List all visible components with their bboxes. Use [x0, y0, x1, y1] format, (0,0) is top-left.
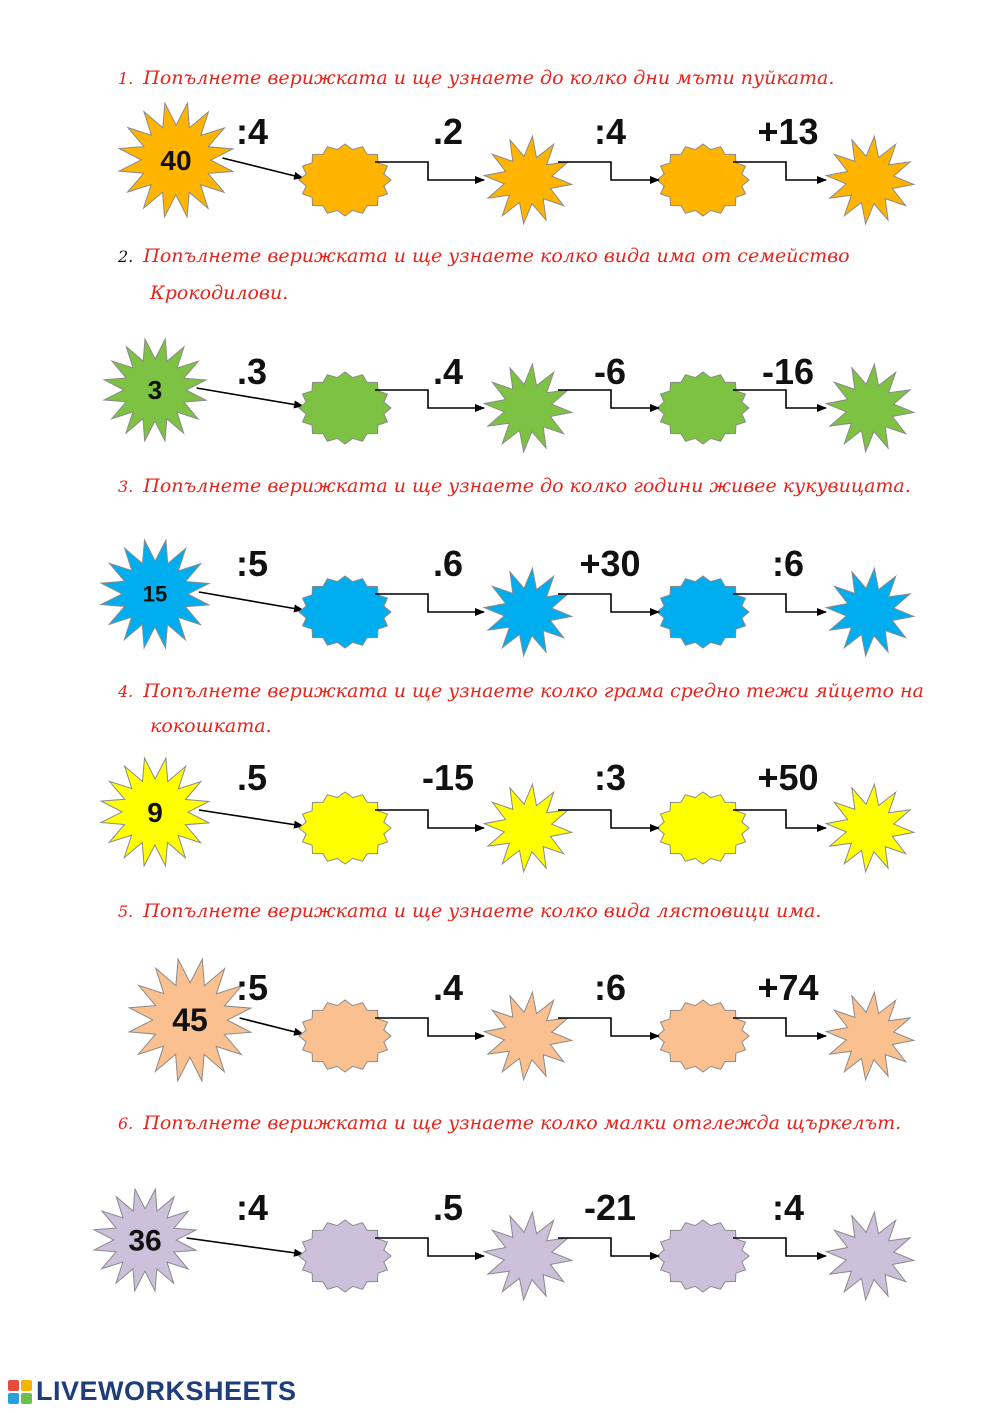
chain-6-op-3: -21: [583, 1187, 637, 1228]
chain-1-answer-field-2[interactable]: [502, 164, 554, 196]
chain-3-op-1: :5: [235, 543, 269, 584]
chain-6-op-1: :4: [235, 1187, 269, 1228]
task-1-number: 1.: [118, 69, 134, 88]
chain-4-arrow-1: [199, 810, 303, 826]
chain-3-answer-field-3[interactable]: [677, 596, 729, 628]
chain-6-start-number: 36: [128, 1224, 162, 1258]
chain-2-answer-field-3[interactable]: [677, 392, 729, 424]
chain-2-answer-field-2[interactable]: [502, 392, 554, 424]
chain-1-op-3: :4: [593, 111, 627, 152]
chain-2-answer-field-1[interactable]: [319, 392, 371, 424]
chain-5-arrow-4: [733, 1018, 826, 1036]
chain-4-op-2: -15: [421, 757, 475, 798]
task-5-line1: Попълнете верижката и ще узнаете колко вида лястовици има.: [143, 900, 822, 922]
chain-3-arrow-3: [558, 594, 659, 612]
chain-6-arrow-4: [733, 1238, 826, 1256]
chain-2-op-4: -16: [761, 351, 815, 392]
chain-5: [129, 959, 914, 1081]
chain-3: [101, 540, 914, 656]
footer-brand-text: LIVEWORKSHEETS: [36, 1376, 297, 1406]
task-4-line1: Попълнете верижката и ще узнаете колко грама средно тежи яйцето на: [143, 680, 924, 702]
chain-5-arrow-2: [375, 1018, 484, 1036]
chain-1-arrow-1: [222, 158, 303, 178]
chain-1-op-2: .2: [432, 111, 464, 152]
chain-2-arrow-3: [558, 390, 659, 408]
chain-6-answer-field-1[interactable]: [319, 1240, 371, 1272]
task-4-number: 4.: [118, 682, 134, 701]
chain-3-start-number: 15: [142, 581, 168, 607]
chain-6-op-2: .5: [432, 1187, 464, 1228]
task-4-line2: кокошката.: [150, 715, 272, 737]
chain-2-answer-field-4[interactable]: [844, 392, 896, 424]
liveworksheets-logo-icon: [8, 1380, 32, 1404]
chain-1-op-4: +13: [757, 111, 819, 152]
chain-4: [101, 757, 914, 872]
task-3-number: 3.: [118, 477, 134, 496]
chain-5-op-2: .4: [432, 967, 464, 1008]
chain-2: [104, 339, 914, 452]
chain-6-answer-field-4[interactable]: [844, 1240, 896, 1272]
chain-4-arrow-4: [733, 810, 826, 828]
chain-2-start-number: 3: [147, 375, 163, 406]
chain-1-arrow-4: [733, 162, 826, 180]
chain-4-start-number: 9: [147, 796, 163, 828]
task-1-line1: Попълнете верижката и ще узнаете до колко дни мъти пуйката.: [143, 67, 835, 89]
chain-6-arrow-2: [375, 1238, 484, 1256]
chain-1-op-1: :4: [235, 111, 269, 152]
chain-5-op-4: +74: [757, 967, 819, 1008]
chain-3-answer-field-2[interactable]: [502, 596, 554, 628]
chain-4-arrow-2: [375, 810, 484, 828]
chain-6-arrow-1: [187, 1238, 303, 1254]
chain-6-op-4: :4: [771, 1187, 805, 1228]
chain-3-answer-field-4[interactable]: [844, 596, 896, 628]
chain-5-answer-field-2[interactable]: [502, 1020, 554, 1052]
task-3-line1: Попълнете верижката и ще узнаете до колко години живее кукувицата.: [143, 475, 911, 497]
chain-6-answer-field-3[interactable]: [677, 1240, 729, 1272]
chain-5-answer-field-4[interactable]: [844, 1020, 896, 1052]
chain-4-answer-field-1[interactable]: [319, 812, 371, 844]
task-2-line2: Крокодилови.: [150, 282, 289, 304]
chain-3-arrow-4: [733, 594, 826, 612]
chain-2-op-1: .3: [236, 351, 268, 392]
task-6-line1: Попълнете верижката и ще узнаете колко малки отглежда щъркелът.: [143, 1112, 902, 1134]
chain-3-op-3: +30: [579, 543, 641, 584]
chain-3-answer-field-1[interactable]: [319, 596, 371, 628]
chain-6-answer-field-2[interactable]: [502, 1240, 554, 1272]
chain-1-answer-field-3[interactable]: [677, 164, 729, 196]
chain-1-arrow-2: [375, 162, 484, 180]
chain-3-op-4: :6: [771, 543, 805, 584]
chain-2-op-2: .4: [432, 351, 464, 392]
chain-4-op-3: :3: [593, 757, 627, 798]
chain-4-answer-field-4[interactable]: [844, 812, 896, 844]
task-2-number: 2.: [118, 247, 134, 266]
chain-4-op-4: +50: [757, 757, 819, 798]
chain-5-start-number: 45: [172, 1002, 208, 1039]
task-5-number: 5.: [118, 902, 134, 921]
task-6-number: 6.: [118, 1114, 134, 1133]
chain-3-arrow-2: [375, 594, 484, 612]
footer-brand: [8, 1376, 297, 1407]
chain-3-op-2: .6: [432, 543, 464, 584]
chain-1-arrow-3: [558, 162, 659, 180]
task-2-line1: Попълнете верижката и ще узнаете колко вида има от семейство: [143, 245, 850, 267]
chain-1-answer-field-1[interactable]: [319, 164, 371, 196]
chain-5-arrow-3: [558, 1018, 659, 1036]
chain-2-op-3: -6: [593, 351, 627, 392]
chain-5-op-3: :6: [593, 967, 627, 1008]
chain-4-answer-field-3[interactable]: [677, 812, 729, 844]
chain-2-arrow-2: [375, 390, 484, 408]
chain-1: [119, 103, 914, 224]
chain-2-arrow-4: [733, 390, 826, 408]
chain-4-answer-field-2[interactable]: [502, 812, 554, 844]
chain-3-arrow-1: [199, 592, 303, 610]
chain-4-op-1: .5: [236, 757, 268, 798]
chain-5-answer-field-3[interactable]: [677, 1020, 729, 1052]
chain-4-arrow-3: [558, 810, 659, 828]
chain-1-start-number: 40: [160, 144, 192, 176]
chain-6: [94, 1187, 914, 1300]
chain-5-op-1: :5: [235, 967, 269, 1008]
chain-5-answer-field-1[interactable]: [319, 1020, 371, 1052]
chain-1-answer-field-4[interactable]: [844, 164, 896, 196]
chain-6-arrow-3: [558, 1238, 659, 1256]
